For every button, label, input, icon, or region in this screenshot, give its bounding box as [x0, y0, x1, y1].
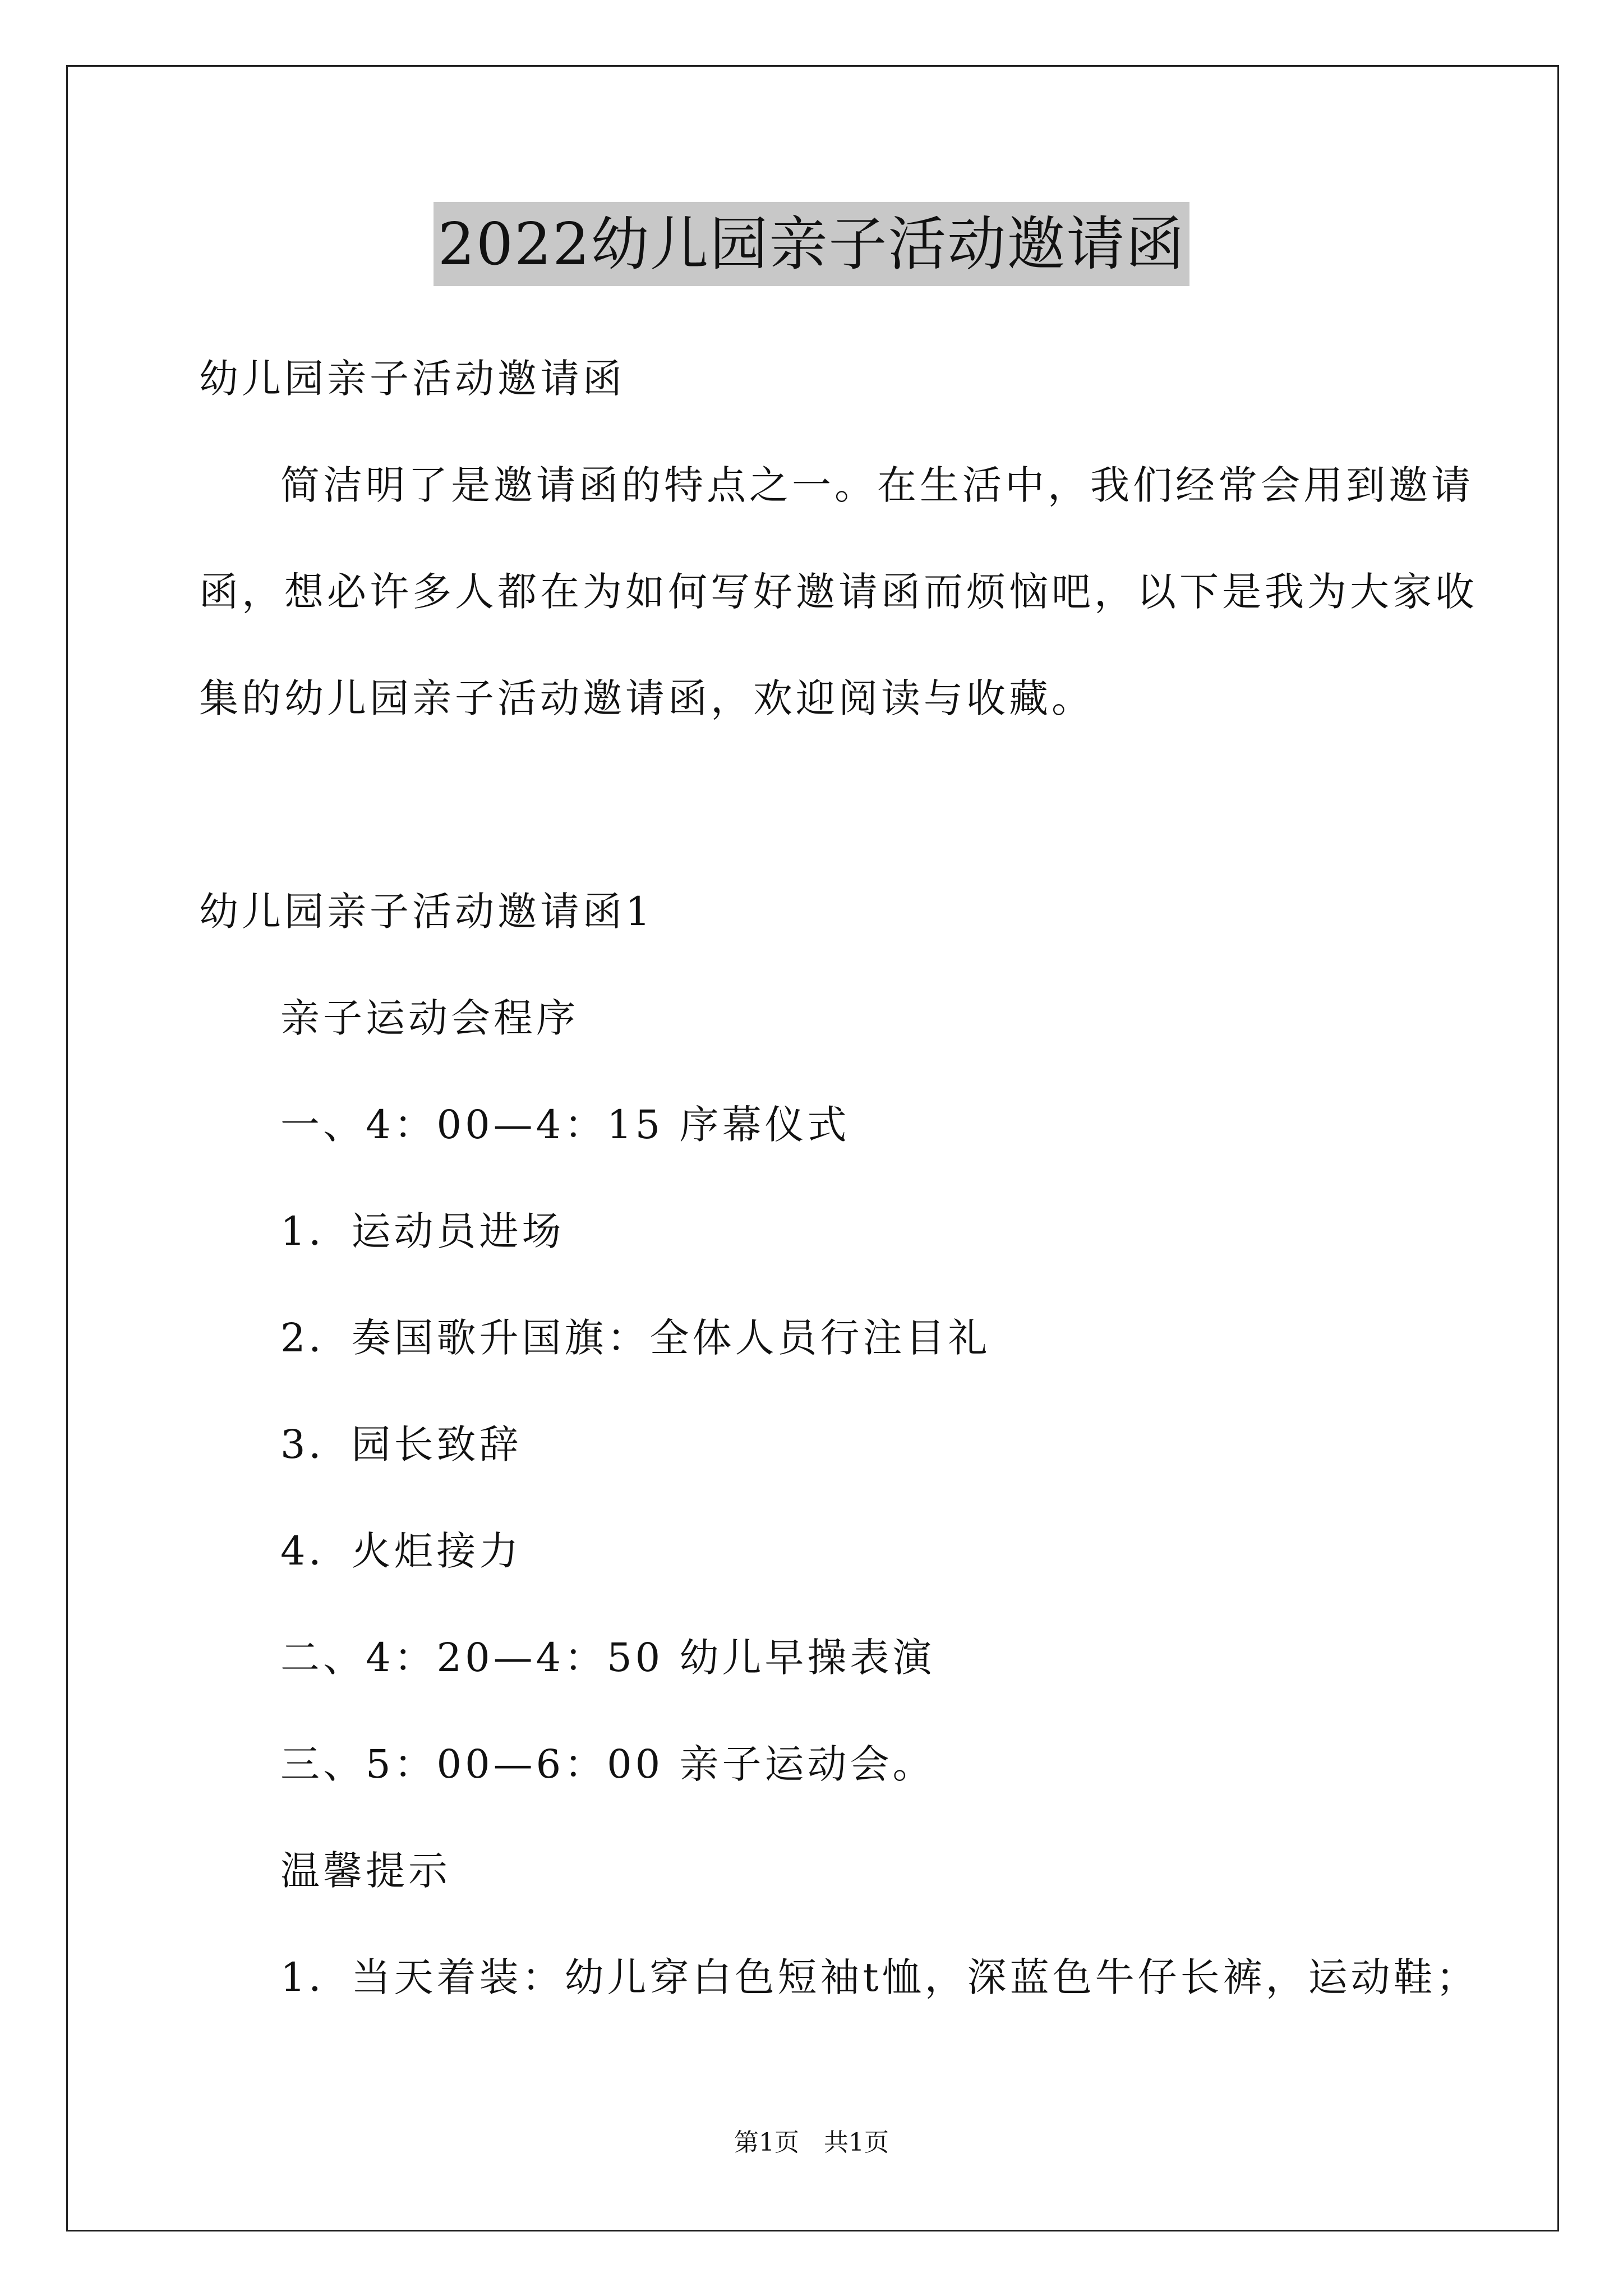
program-item: 2．奏国歌升国旗：全体人员行注目礼	[280, 1315, 991, 1361]
program-item: 3．园长致辞	[280, 1421, 522, 1467]
title-container	[0, 202, 1623, 286]
document-subtitle: 幼儿园亲子活动邀请函	[199, 356, 625, 402]
program-item: 4．火炬接力	[280, 1528, 522, 1574]
intro-line-1: 简洁明了是邀请函的特点之一。在生活中，我们经常会用到邀请	[280, 462, 1474, 508]
section-heading: 幼儿园亲子活动邀请函1	[199, 889, 654, 935]
tips-item: 1．当天着装：幼儿穿白色短袖t恤，深蓝色牛仔长裤，运动鞋；	[280, 1954, 1479, 2000]
program-item: 二、4：20—4：50 幼儿早操表演	[280, 1635, 935, 1681]
program-heading: 亲子运动会程序	[280, 995, 579, 1041]
intro-line-2: 函，想必许多人都在为如何写好邀请函而烦恼吧，以下是我为大家收	[199, 569, 1478, 615]
program-item: 一、4：00—4：15 序幕仪式	[280, 1102, 850, 1148]
program-item: 1．运动员进场	[280, 1208, 565, 1254]
program-item: 三、5：00—6：00 亲子运动会。	[280, 1741, 935, 1787]
document-title: 2022幼儿园亲子活动邀请函	[434, 202, 1190, 286]
intro-line-3: 集的幼儿园亲子活动邀请函，欢迎阅读与收藏。	[199, 675, 1094, 721]
tips-heading: 温馨提示	[280, 1848, 451, 1894]
page-footer: 第1页 共1页	[734, 2128, 889, 2157]
